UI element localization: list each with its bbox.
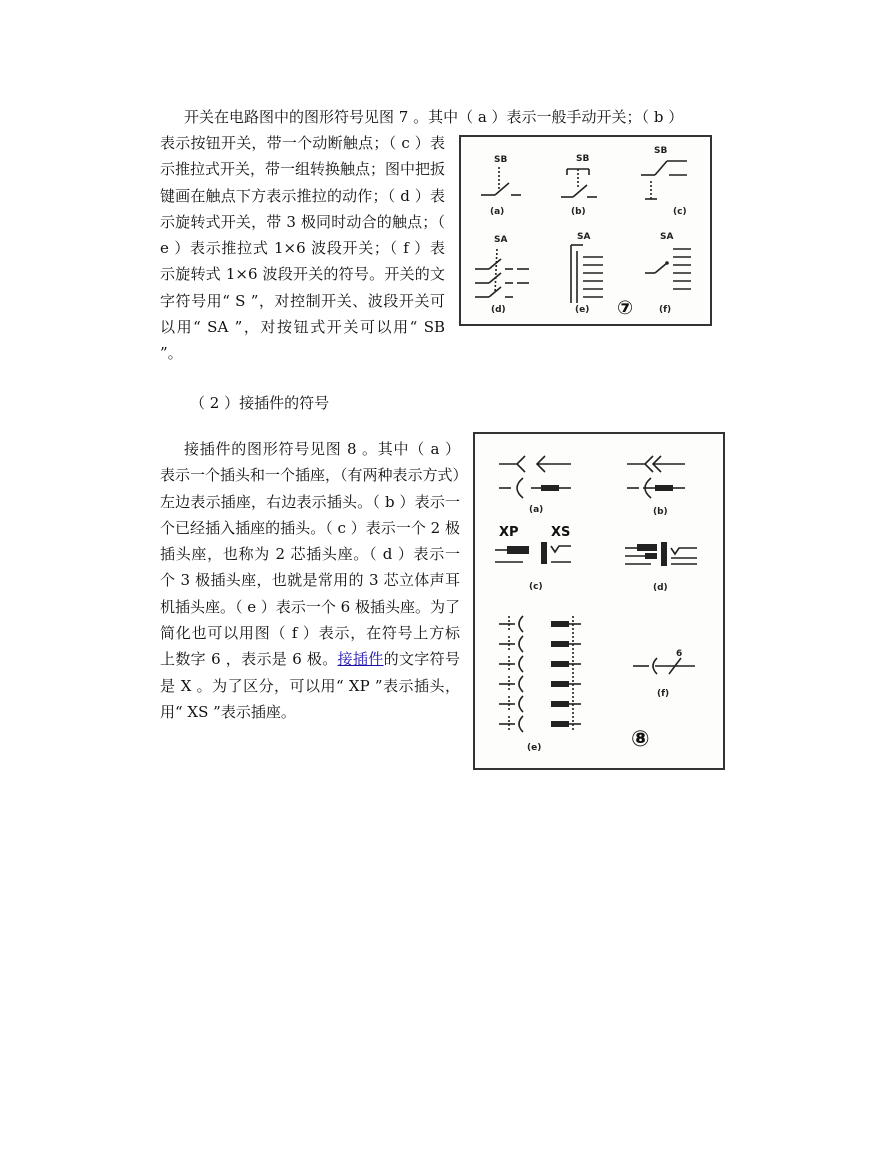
connector-link[interactable]: 接插件 [337,650,384,669]
fig8-caption-f: (f) [657,689,670,699]
connector-symbol-e [499,616,581,732]
connector-symbol-a [499,456,571,498]
section-heading-connectors: （ 2 ）接插件的符号 [190,394,330,412]
switch-symbol-c [641,161,687,199]
fig7-caption-c: (c) [673,207,687,217]
fig8-caption-c: (c) [529,582,543,592]
fig8-caption-b: (b) [653,507,668,517]
paragraph-2-text-after: 的文字符号是 X 。为了区分，可以用“ XP ”表示插头，用“ XS ”表示插座。 [160,650,460,721]
fig7-label-e: SA [577,232,591,242]
fig8-number: ⑧ [631,727,650,752]
fig7-caption-f: (f) [659,305,672,315]
figure-8-connector-symbols [473,432,725,770]
switch-symbol-f [645,249,691,289]
paragraph-2-text-before: 接插件的图形符号见图 8 。其中（ a ）表示一个插头和一个插座，（有两种表示方式）左边表示插座，右边表示插头。（ b ）表示一个已经插入插座的插头。（ c ）表示一个 2 极插头座，也称为 2 芯插头座。（ d ）表示一个 3 极插头座，也就是常用的 3 芯立体声耳机插头座。（ e ）表示一个 6 极插头座。为了简化也可以用图（ f ）表示，在符号上方标上数字 6 ，表示是 6 极。 [160,440,461,669]
fig8-caption-d: (d) [653,583,668,593]
fig8-label-xs: XS [551,525,571,540]
fig7-label-b: SB [576,154,590,164]
paragraph-1-first-line: 开关在电路图中的图形符号见图 7 。其中（ a ）表示一般手动开关；（ b ） [184,108,684,126]
switch-symbol-e [571,245,603,303]
fig7-caption-b: (b) [571,207,586,217]
fig8-caption-a: (a) [529,505,544,515]
connector-symbol-c [495,542,571,564]
connector-symbol-b [627,456,685,498]
switch-symbol-b [561,169,597,197]
switch-symbol-d [475,249,529,297]
fig7-label-d: SA [494,235,508,245]
fig8-caption-e: (e) [527,743,542,753]
fig7-number: ⑦ [617,297,634,319]
fig8-label-xp: XP [499,525,519,540]
fig7-label-c: SB [654,146,668,156]
paragraph-2-body [160,436,460,725]
connector-symbol-d [625,542,697,566]
fig7-label-a: SB [494,155,508,165]
figure-7-switch-symbols [459,135,712,326]
paragraph-1-body: 表示按钮开关，带一个动断触点；（ c ）表示推拉式开关，带一组转换触点；图中把扳键画在触点下方表示推拉的动作；（ d ）表示旋转式开关，带 3 极同时动合的触点；（ e ）表示推拉式 1×6 波段开关；（ f ）表示旋转式 1×6 波段开关的符号。开关的文字符号用“ S ”，对控制开关、波段开关可以用“ SA ”，对按钮式开关可以用“ SB ”。 [160,134,446,363]
fig7-caption-d: (d) [491,305,506,315]
fig7-label-f: SA [660,232,674,242]
switch-symbol-a [481,167,521,195]
fig7-caption-e: (e) [575,305,590,315]
connector-symbol-f [633,658,695,674]
fig8-label-six: 6 [676,649,683,659]
fig7-caption-a: (a) [490,207,505,217]
